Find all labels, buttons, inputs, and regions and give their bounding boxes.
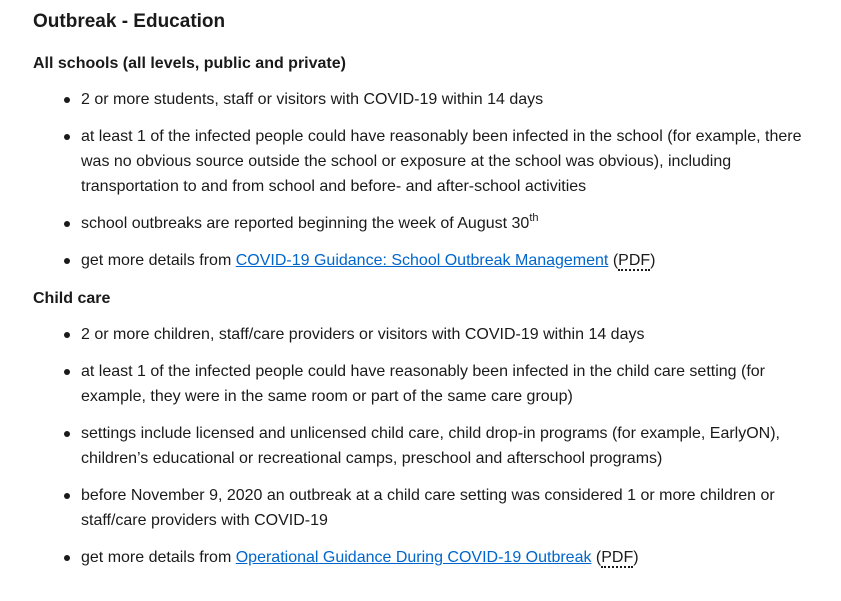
paren-open: ( [608, 252, 619, 269]
list-item: 2 or more students, staff or visitors with COVID-19 within 14 days [81, 87, 813, 112]
paren-close: ) [650, 252, 656, 269]
list-item-details [81, 545, 813, 570]
list-item: at least 1 of the infected people could have reasonably been infected in the child care setting (for example, they were in the same room or part of the same care group) [81, 359, 813, 409]
pdf-abbreviation: PDF [601, 549, 634, 566]
childcare-heading: Child care [33, 290, 111, 307]
list-item: settings include licensed and unlicensed child care, child drop-in programs (for example, EarlyON), children’s educational or recreational camps, preschool and afterschool programs) [81, 421, 813, 471]
paren-open: ( [591, 549, 602, 566]
schools-criteria-list [33, 87, 813, 273]
school-outbreak-guidance-link[interactable]: COVID-19 Guidance: School Outbreak Management [235, 252, 609, 269]
paren-close: ) [633, 549, 639, 566]
details-prefix: get more details from [81, 252, 236, 269]
details-prefix: get more details from [81, 549, 236, 566]
list-item-details [81, 248, 813, 273]
section-title: Outbreak - Education [33, 11, 226, 32]
childcare-criteria-list [33, 322, 813, 570]
pdf-abbreviation: PDF [618, 252, 651, 269]
ordinal-superscript: th [529, 211, 539, 224]
list-item [81, 211, 813, 236]
schools-heading: All schools (all levels, public and private) [33, 55, 346, 72]
list-item: 2 or more children, staff/care providers or visitors with COVID-19 within 14 days [81, 322, 813, 347]
list-item: at least 1 of the infected people could have reasonably been infected in the school (for example, there was no obvious source outside the school or exposure at the school was obvious), including transportation to and from school and before- and after-school activities [81, 124, 813, 199]
list-item-text: school outbreaks are reported beginning the week of August 30 [81, 215, 530, 232]
list-item: before November 9, 2020 an outbreak at a child care setting was considered 1 or more children or staff/care providers with COVID-19 [81, 483, 813, 533]
operational-guidance-link[interactable]: Operational Guidance During COVID-19 Outbreak [235, 549, 592, 566]
